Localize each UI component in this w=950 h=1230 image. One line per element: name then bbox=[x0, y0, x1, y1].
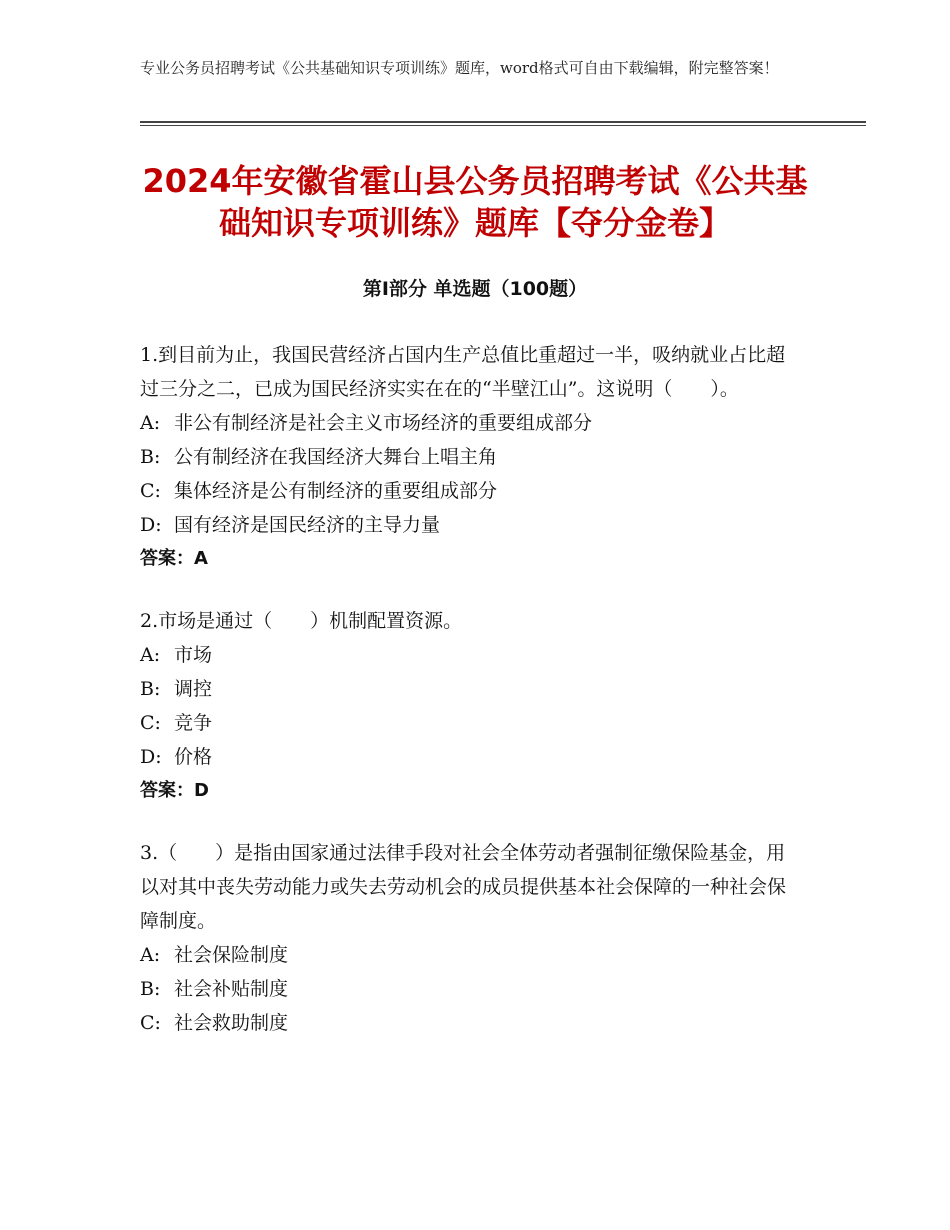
option-d bbox=[140, 740, 800, 774]
question-3 bbox=[140, 836, 800, 1040]
answer-label: 答案：A bbox=[140, 548, 208, 569]
option-text: 集体经济是公有制经济的重要组成部分 bbox=[174, 480, 498, 502]
option-text: 竞争 bbox=[174, 712, 213, 734]
option-letter: B: bbox=[140, 978, 161, 1000]
option-d bbox=[140, 508, 800, 542]
option-a bbox=[140, 406, 800, 440]
option-letter: A: bbox=[140, 944, 161, 966]
option-text: 社会救助制度 bbox=[174, 1012, 289, 1034]
option-b bbox=[140, 972, 800, 1006]
option-text: 社会保险制度 bbox=[174, 944, 289, 966]
question-stem: 2.市场是通过（ ）机制配置资源。 bbox=[140, 610, 463, 632]
option-letter: A: bbox=[140, 412, 161, 434]
option-c bbox=[140, 1006, 800, 1040]
answer-label: 答案：D bbox=[140, 780, 209, 801]
option-a bbox=[140, 938, 800, 972]
document-title: 2024年安徽省霍山县公务员招聘考试《公共基础知识专项训练》题库【夺分金卷】 bbox=[142, 162, 808, 242]
option-text: 市场 bbox=[174, 644, 213, 666]
section-title: 第Ⅰ部分 单选题（100题） bbox=[362, 278, 588, 300]
question-list bbox=[140, 338, 800, 1068]
option-text: 国有经济是国民经济的主导力量 bbox=[174, 514, 441, 536]
option-letter: D: bbox=[140, 514, 162, 536]
option-letter: C: bbox=[140, 1012, 161, 1034]
option-c bbox=[140, 474, 800, 508]
option-letter: A: bbox=[140, 644, 161, 666]
option-text: 调控 bbox=[174, 678, 213, 700]
option-letter: C: bbox=[140, 480, 161, 502]
option-letter: B: bbox=[140, 446, 161, 468]
option-letter: B: bbox=[140, 678, 161, 700]
question-1 bbox=[140, 338, 800, 576]
option-text: 价格 bbox=[174, 746, 213, 768]
header-rule-thin bbox=[140, 125, 866, 126]
option-text: 社会补贴制度 bbox=[174, 978, 289, 1000]
question-stem: 3.（ ）是指由国家通过法律手段对社会全体劳动者强制征缴保险基金，用以对其中丧失劳动能力或失去劳动机会的成员提供基本社会保障的一种社会保障制度。 bbox=[140, 842, 787, 932]
header-rule-thick bbox=[140, 121, 866, 123]
option-letter: C: bbox=[140, 712, 161, 734]
option-letter: D: bbox=[140, 746, 162, 768]
option-text: 公有制经济在我国经济大舞台上唱主角 bbox=[174, 446, 498, 468]
option-b bbox=[140, 440, 800, 474]
option-text: 非公有制经济是社会主义市场经济的重要组成部分 bbox=[174, 412, 593, 434]
question-2 bbox=[140, 604, 800, 808]
option-a bbox=[140, 638, 800, 672]
option-c bbox=[140, 706, 800, 740]
question-stem: 1.到目前为止，我国民营经济占国内生产总值比重超过一半，吸纳就业占比超过三分之二，已成为国民经济实实在在的“半壁江山”。这说明（ ）。 bbox=[140, 344, 786, 400]
option-b bbox=[140, 672, 800, 706]
header-note: 专业公务员招聘考试《公共基础知识专项训练》题库，word格式可自由下载编辑，附完整答案！ bbox=[140, 59, 779, 77]
